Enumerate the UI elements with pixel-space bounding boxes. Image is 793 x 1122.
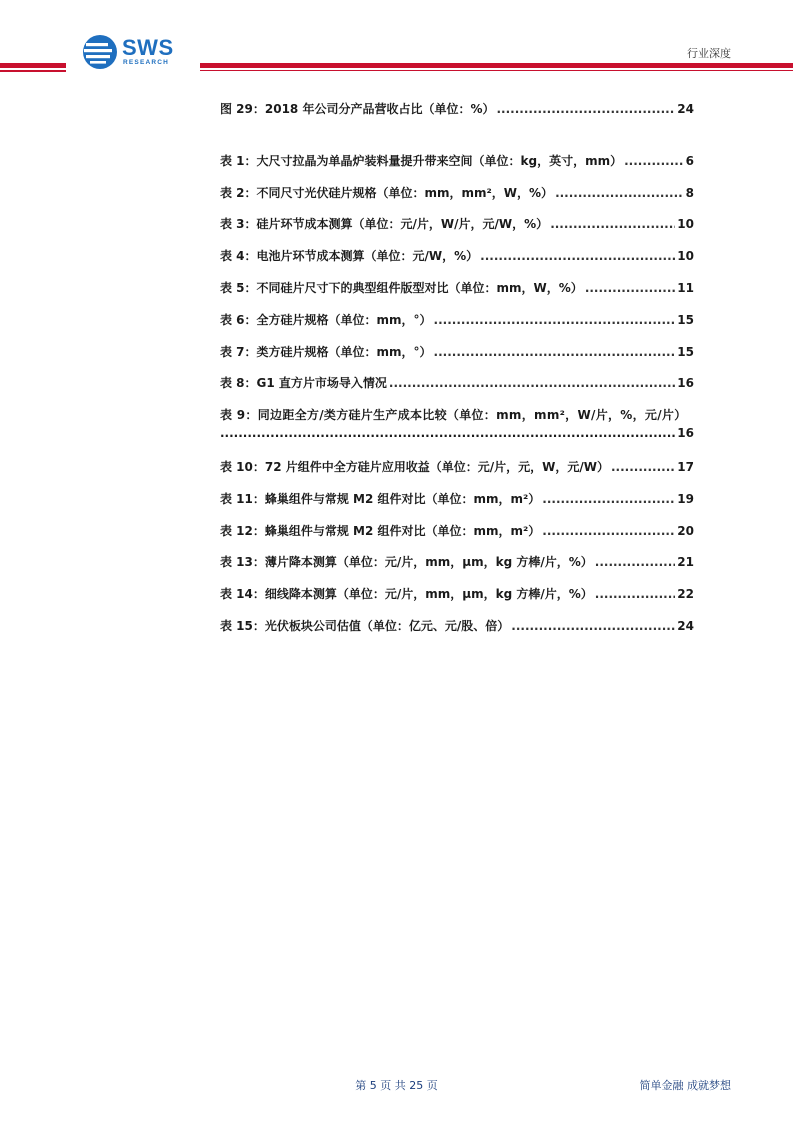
toc-entry-figure-29[interactable] — [220, 100, 694, 120]
toc-entry-page: 16 — [677, 376, 694, 391]
sws-logo-icon — [82, 34, 118, 70]
toc-entry-title: 表 5：不同硅片尺寸下的典型组件版型对比（单位：mm，W，%） — [220, 280, 583, 295]
sws-logo — [82, 34, 192, 74]
toc-entry-table-9[interactable] — [220, 406, 694, 446]
toc-entry-title: 图 29：2018 年公司分产品营收占比（单位：%） — [220, 102, 495, 116]
toc-leader-dots — [434, 313, 676, 327]
toc-entry-table-12[interactable] — [220, 522, 694, 542]
footer-slogan: 简单金融 成就梦想 — [639, 1079, 731, 1092]
toc-entry-table-6[interactable] — [220, 311, 694, 331]
toc-entry-table-14[interactable] — [220, 585, 694, 605]
logo-subtext: RESEARCH — [123, 59, 170, 66]
toc-entry-title: 表 10：72 片组件中全方硅片应用收益（单位：元/片，元，W，元/W） — [220, 459, 609, 474]
toc-entry-title: 表 1：大尺寸拉晶为单晶炉装料量提升带来空间（单位：kg，英寸，mm） — [220, 153, 623, 168]
toc-leader-dots — [555, 186, 684, 200]
page-number: 第 5 页 共 25 页 — [355, 1079, 438, 1092]
toc-entry-title: 表 15：光伏板块公司估值（单位：亿元、元/股、倍） — [220, 618, 510, 633]
toc-entry-table-7[interactable] — [220, 343, 694, 363]
toc-entry-page: 6 — [685, 153, 694, 168]
toc-entry-table-1[interactable] — [220, 152, 694, 172]
toc-leader-dots — [585, 281, 675, 295]
toc-entry-page: 8 — [685, 185, 694, 200]
toc-entry-page: 20 — [677, 523, 694, 538]
toc-entry-table-4[interactable] — [220, 247, 694, 267]
toc-leader-dots — [389, 376, 675, 390]
toc-entry-title: 表 9：同边距全方/类方硅片生产成本比较（单位：mm，mm²，W/片，%，元/片） — [220, 408, 687, 423]
toc-entry-page: 11 — [677, 280, 694, 295]
toc-entry-page: 10 — [677, 249, 694, 264]
document-type: 行业深度 — [687, 47, 731, 60]
toc-entry-title: 表 4：电池片环节成本测算（单位：元/W，%） — [220, 249, 479, 264]
toc-entry-page: 16 — [677, 426, 694, 441]
toc-entry-table-5[interactable] — [220, 279, 694, 299]
toc-leader-dots — [511, 619, 675, 633]
toc-entry-title: 表 11：蜂巢组件与常规 M2 组件对比（单位：mm，m²） — [220, 491, 541, 506]
toc-leader-dots — [595, 587, 676, 601]
toc-entry-page: 15 — [677, 344, 694, 359]
toc-entry-title: 表 2：不同尺寸光伏硅片规格（单位：mm，mm²，W，%） — [220, 185, 554, 200]
toc-entry-table-11[interactable] — [220, 490, 694, 510]
toc-entry-title: 表 13：薄片降本测算（单位：元/片，mm，μm，kg 方棒/片，%） — [220, 555, 593, 570]
header-rule-right — [200, 63, 793, 68]
toc-entry-table-15[interactable] — [220, 617, 694, 637]
toc-leader-dots — [542, 524, 675, 538]
toc-entry-table-13[interactable] — [220, 553, 694, 573]
toc-leader-dots — [480, 249, 675, 263]
toc-entry-page: 19 — [677, 491, 694, 506]
toc-entry-page: 21 — [677, 555, 694, 570]
header-rule-left — [0, 63, 66, 68]
toc-entry-title: 表 12：蜂巢组件与常规 M2 组件对比（单位：mm，m²） — [220, 523, 541, 538]
toc-entry-title: 表 14：细线降本测算（单位：元/片，mm，μm，kg 方棒/片，%） — [220, 587, 593, 602]
toc-entry-page: 10 — [677, 217, 694, 232]
logo-text: SWS — [122, 35, 174, 60]
toc-entry-page: 24 — [677, 102, 694, 116]
toc-entry-page: 15 — [677, 312, 694, 327]
toc-leader-dots — [496, 102, 675, 116]
toc-leader-dots — [595, 555, 676, 569]
toc-leader-dots — [220, 426, 675, 440]
toc-leader-dots — [550, 217, 675, 231]
toc-entry-table-2[interactable] — [220, 184, 694, 204]
toc-entry-table-8[interactable] — [220, 374, 694, 394]
toc-entry-page: 22 — [677, 587, 694, 602]
header-rule-left-thin — [0, 70, 66, 72]
toc-entry-page: 24 — [677, 618, 694, 633]
toc-entry-title: 表 7：类方硅片规格（单位：mm，°） — [220, 344, 432, 359]
toc-leader-dots — [542, 492, 675, 506]
toc-entry-continuation — [220, 426, 694, 446]
toc-leader-dots — [434, 345, 676, 359]
toc-entry-title: 表 6：全方硅片规格（单位：mm，°） — [220, 312, 432, 327]
toc-entry-table-3[interactable] — [220, 215, 694, 235]
toc-entry-page: 17 — [677, 459, 694, 474]
toc-leader-dots — [611, 460, 675, 474]
table-of-contents — [220, 100, 694, 649]
toc-entry-table-10[interactable] — [220, 458, 694, 478]
section-gap — [220, 132, 694, 152]
toc-entry-title: 表 8：G1 直方片市场导入情况 — [220, 376, 387, 391]
toc-entry-title: 表 3：硅片环节成本测算（单位：元/片，W/片，元/W，%） — [220, 217, 549, 232]
header-rule-right-thin — [200, 70, 793, 71]
toc-leader-dots — [624, 154, 684, 168]
